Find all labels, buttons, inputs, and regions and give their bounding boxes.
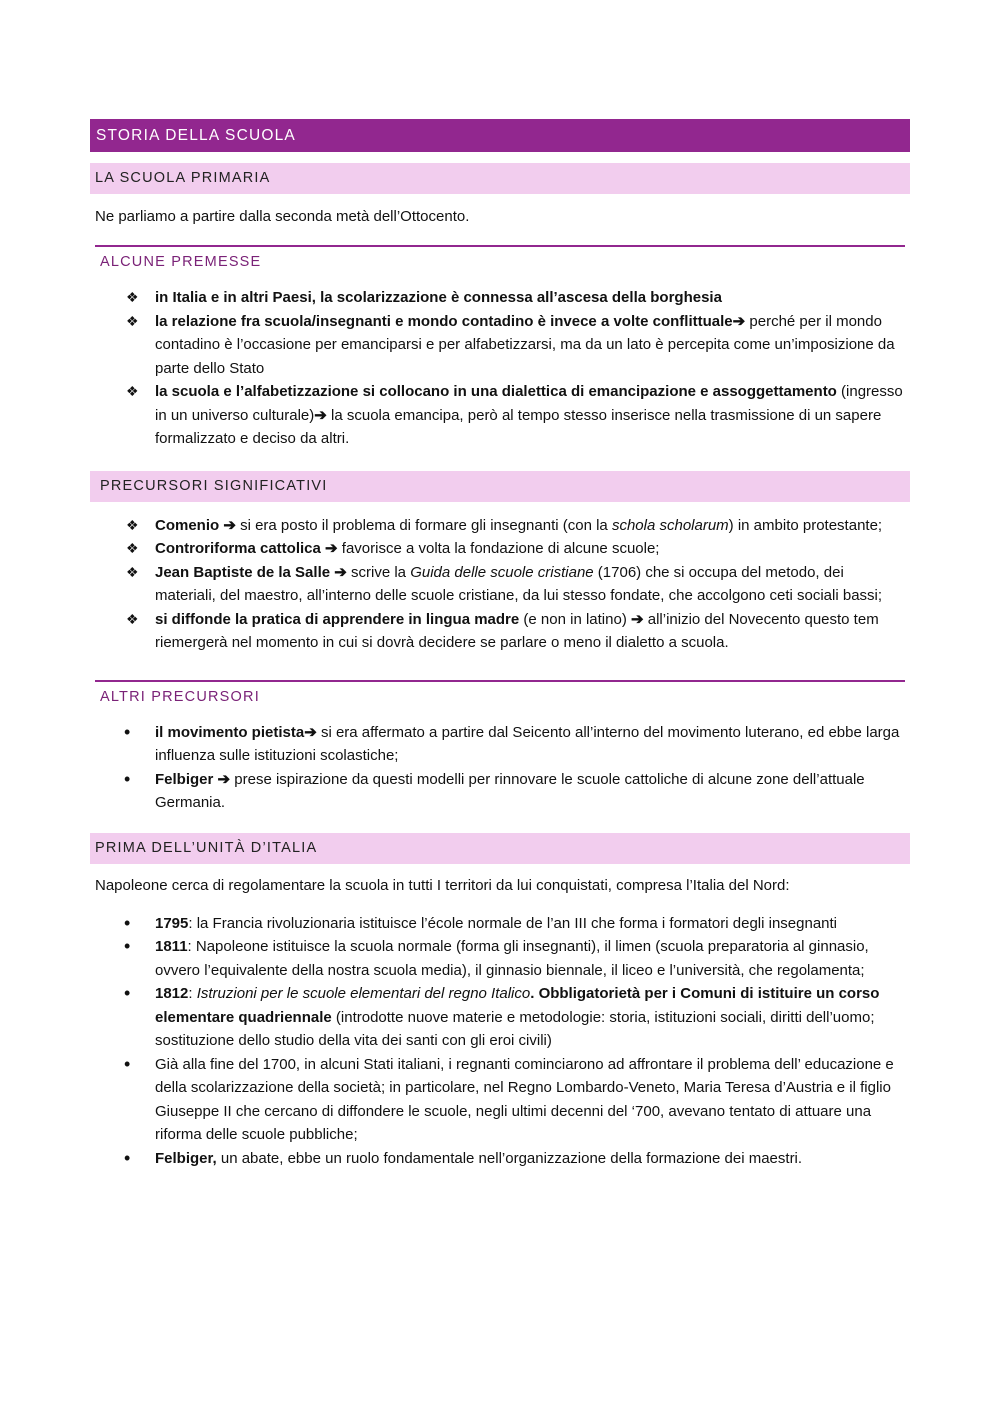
unita-intro: Napoleone cerca di regolamentare la scuola in tutti I territori da lui conquistati, compresa l’Italia del Nord: bbox=[95, 876, 790, 894]
arrow-right-icon: ➔ bbox=[223, 516, 236, 534]
diamond-bullet-icon: ❖ bbox=[126, 563, 139, 580]
heading-altri-precursori: ALTRI PRECURSORI bbox=[95, 680, 905, 709]
list-item: • Felbiger ➔ prese ispirazione da questi modelli per rinnovare le scuole cattoliche di alcune zone dell’attuale Germania. bbox=[124, 768, 865, 811]
document-page bbox=[90, 119, 910, 1170]
list-item: • il movimento pietista➔ si era affermato a partire dal Seicento all’interno del movimento luterano, ed ebbe larga influenza sulle istituzioni scolastiche; bbox=[124, 721, 900, 764]
unita-list bbox=[90, 912, 910, 1171]
list-item: ❖ Jean Baptiste de la Salle ➔ scrive la Guida delle scuole cristiane (1706) che si occupa del metodo, dei materiali, del maestro, all’interno delle scuole cristiane, da lui stesso fondate, che accolgono ceti sociali bassi; bbox=[90, 561, 910, 608]
heading-alcune-premesse: ALCUNE PREMESSE bbox=[95, 245, 905, 274]
arrow-right-icon: ➔ bbox=[334, 563, 347, 581]
diamond-bullet-icon: ❖ bbox=[126, 312, 139, 329]
list-item: ❖ la scuola e l’alfabetizzazione si collocano in una dialettica di emancipazione e assoggettamento (ingresso in un universo culturale)➔ la scuola emancipa, però al tempo stesso inserisce nella trasmissione di un sapere formalizzato e deciso da altri. bbox=[90, 380, 910, 451]
bullet-icon: • bbox=[124, 1053, 131, 1074]
list-item: • 1812: Istruzioni per le scuole elementari del regno Italico. Obbligatorietà per i Comuni di istituire un corso elementare quadriennale (introdotte nuove materie e metodologie: storia, istituzioni sociali, diritti dell’uomo; sostituzione dello studio della vita dei santi con gli eroi civili) bbox=[124, 983, 880, 1049]
list-item: ❖ la relazione fra scuola/insegnanti e mondo contadino è invece a volte conflittuale➔ perché per il mondo contadino è l’occasione per emanciparsi e per alfabetizzarsi, ma da un lato è percepita come un’imposizione da parte dello Stato bbox=[90, 310, 910, 381]
diamond-bullet-icon: ❖ bbox=[126, 383, 139, 399]
primaria-intro: Ne parliamo a partire dalla seconda metà dell’Ottocento. bbox=[95, 208, 470, 225]
diamond-bullet-icon: ❖ bbox=[126, 540, 139, 556]
precursori-list bbox=[90, 514, 910, 655]
heading-precursori-significativi: PRECURSORI SIGNIFICATIVI bbox=[90, 471, 910, 502]
list-item: ❖ in Italia e in altri Paesi, la scolarizzazione è connessa all’ascesa della borghesia bbox=[90, 286, 910, 310]
diamond-bullet-icon: ❖ bbox=[126, 289, 139, 305]
arrow-right-icon: ➔ bbox=[325, 540, 338, 557]
premesse-list bbox=[90, 286, 910, 451]
altri-list bbox=[90, 721, 910, 815]
bullet-icon: • bbox=[124, 983, 131, 1003]
arrow-right-icon: ➔ bbox=[314, 406, 327, 424]
list-item: ❖ Comenio ➔ si era posto il problema di formare gli insegnanti (con la schola scholarum) in ambito protestante; bbox=[90, 514, 910, 538]
bullet-icon: • bbox=[124, 721, 131, 742]
diamond-bullet-icon: ❖ bbox=[126, 610, 139, 627]
heading-prima-unita-italia: PRIMA DELL’UNITÀ D’ITALIA bbox=[90, 833, 910, 864]
bullet-icon: • bbox=[124, 936, 131, 956]
list-item: • Già alla fine del 1700, in alcuni Stati italiani, i regnanti cominciarono ad affrontare il problema dell’ educazione e della scolarizzazione della società; in particolare, nel Regno Lombardo-Veneto, Maria Teresa d’Austria e il figlio Giuseppe II che cercano di diffondere le scuole, negli ultimi decenni del ‘700, avevano tentato di attuare una riforma delle scuole pubbliche; bbox=[124, 1053, 894, 1143]
list-item: • 1811: Napoleone istituisce la scuola normale (forma gli insegnanti), il limen (scuola preparatoria al ginnasio, ovvero l’equivalente della nostra scuola media), il ginnasio biennale, il liceo e l’università, che regolamenta; bbox=[124, 936, 869, 979]
bullet-icon: • bbox=[124, 768, 131, 789]
arrow-right-icon: ➔ bbox=[732, 312, 746, 330]
diamond-bullet-icon: ❖ bbox=[126, 516, 139, 533]
bullet-icon: • bbox=[124, 1147, 131, 1168]
arrow-right-icon: ➔ bbox=[217, 770, 231, 788]
heading-scuola-primaria: LA SCUOLA PRIMARIA bbox=[90, 163, 910, 194]
arrow-right-icon: ➔ bbox=[304, 723, 317, 741]
document-title: STORIA DELLA SCUOLA bbox=[90, 119, 910, 152]
list-item: • 1795: la Francia rivoluzionaria istituisce l’école normale de l’an III che forma i formatori degli insegnanti bbox=[90, 912, 910, 936]
arrow-right-icon: ➔ bbox=[630, 610, 644, 628]
list-item: • Felbiger, un abate, ebbe un ruolo fondamentale nell’organizzazione della formazione dei maestri. bbox=[90, 1147, 910, 1171]
list-item: ❖ Controriforma cattolica ➔ favorisce a volta la fondazione di alcune scuole; bbox=[90, 537, 910, 561]
list-item: ❖ si diffonde la pratica di apprendere in lingua madre (e non in latino) ➔ all’inizio del Novecento questo tem riemergerà nel momento in cui si dovrà decidere se parlare o meno il dialetto a scuola. bbox=[90, 608, 910, 655]
bullet-icon: • bbox=[124, 912, 131, 933]
